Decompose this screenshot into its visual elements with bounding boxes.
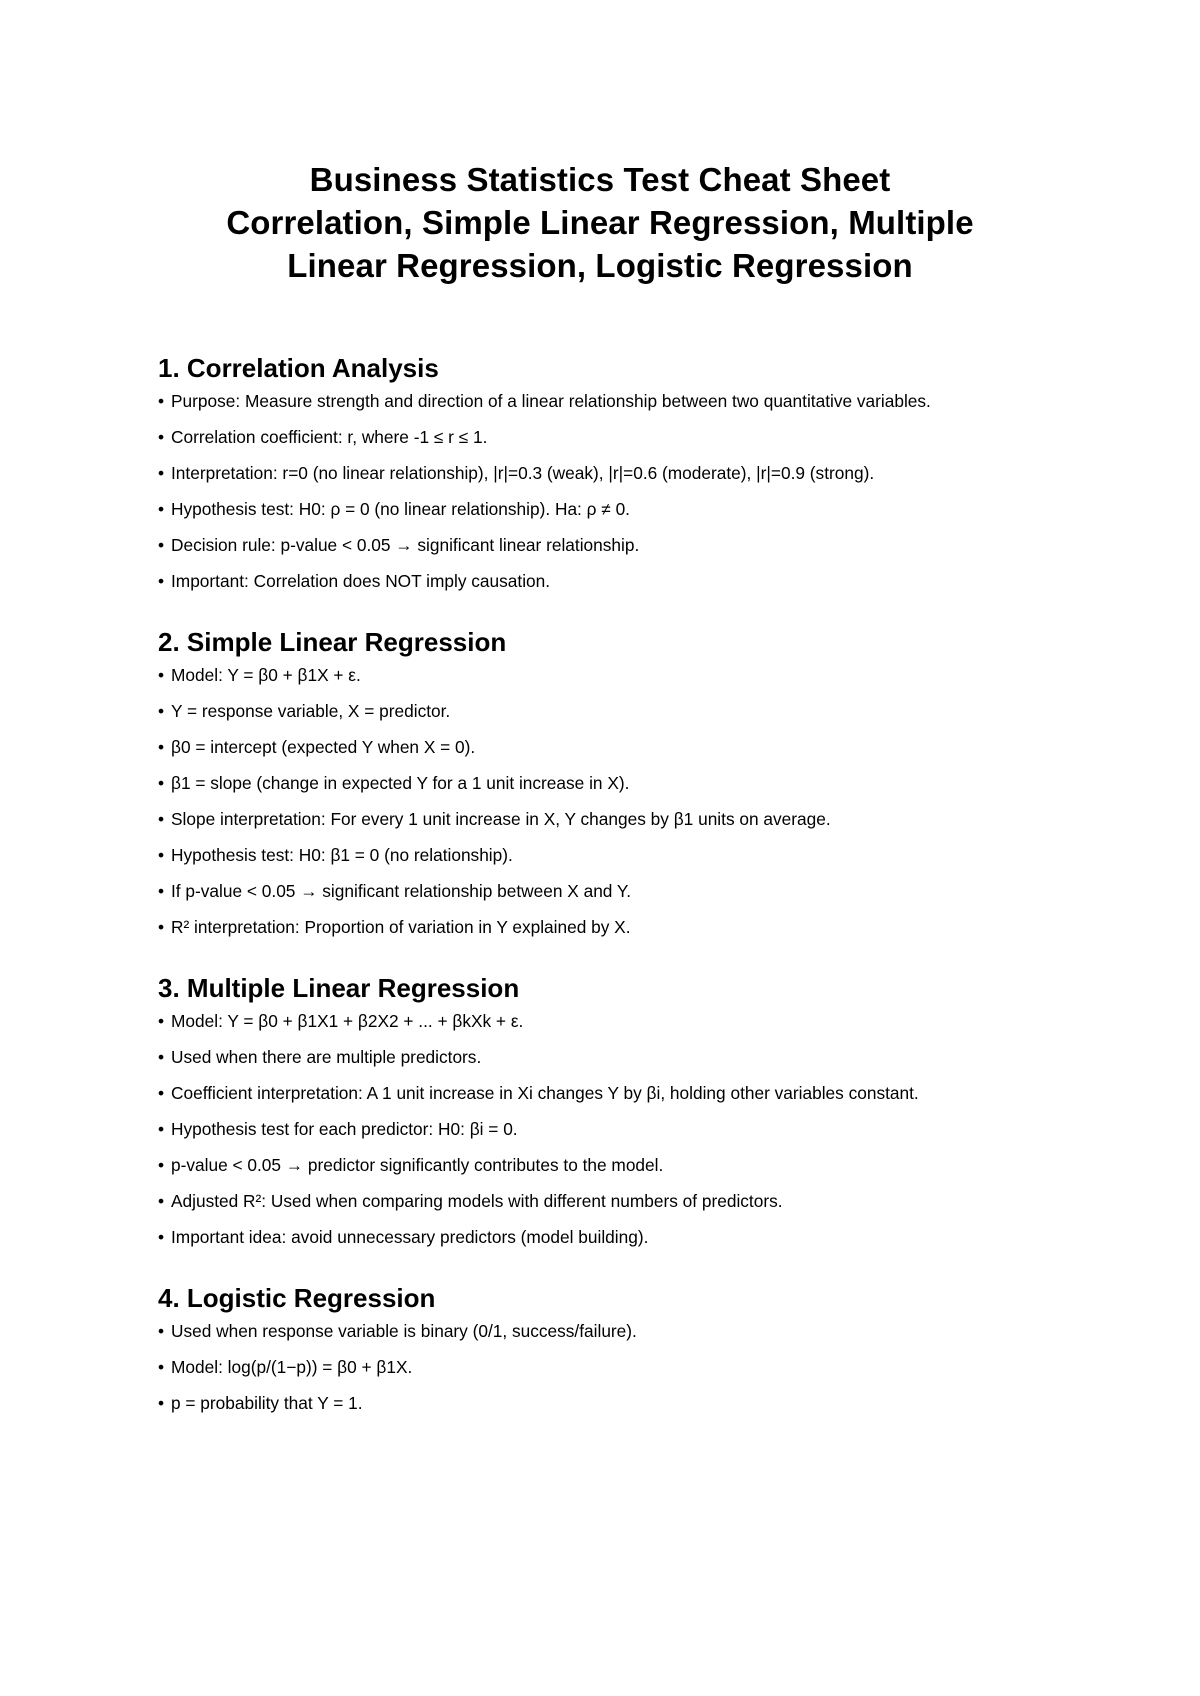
list-item-text: Model: Y = β0 + β1X + ε. <box>171 665 361 685</box>
section-simple-linear-regression <box>158 626 1068 938</box>
bullet-icon: • <box>158 773 165 793</box>
list-item-text: Adjusted R²: Used when comparing models with different numbers of predictors. <box>171 1191 783 1211</box>
bullet-icon: • <box>158 917 165 937</box>
list-item-text: Interpretation: r=0 (no linear relationship), |r|=0.3 (weak), |r|=0.6 (moderate), |r|=0.9 (strong). <box>171 463 875 483</box>
title-line-2: Correlation, Simple Linear Regression, Multiple <box>226 204 974 241</box>
list-item <box>158 1190 1068 1212</box>
list-item-text: β0 = intercept (expected Y when X = 0). <box>171 737 476 757</box>
list-item <box>158 462 1068 484</box>
list-item-text: Y = response variable, X = predictor. <box>171 701 451 721</box>
list-item-text: Used when response variable is binary (0/1, success/failure). <box>171 1321 637 1341</box>
bullet-icon: • <box>158 1047 165 1067</box>
list-item <box>158 534 1068 556</box>
section-heading: 1. Correlation Analysis <box>158 353 439 383</box>
section-logistic-regression <box>158 1282 1068 1414</box>
list-item-text: Slope interpretation: For every 1 unit increase in X, Y changes by β1 units on average. <box>171 809 831 829</box>
list-item <box>158 1118 1068 1140</box>
list-item <box>158 1154 1068 1176</box>
list-item <box>158 844 1068 866</box>
list-item-text: Purpose: Measure strength and direction of a linear relationship between two quantitative variables. <box>171 391 931 411</box>
bullet-icon: • <box>158 1083 165 1103</box>
list-item <box>158 736 1068 758</box>
bullet-icon: • <box>158 665 165 685</box>
bullet-list <box>158 664 1068 938</box>
bullet-icon: • <box>158 1393 165 1413</box>
section-heading: 4. Logistic Regression <box>158 1283 436 1313</box>
list-item <box>158 1010 1068 1032</box>
list-item-text: Model: log(p/(1−p)) = β0 + β1X. <box>171 1357 413 1377</box>
list-item <box>158 808 1068 830</box>
list-item-text: Correlation coefficient: r, where -1 ≤ r ≤ 1. <box>171 427 488 447</box>
section-correlation-analysis <box>158 352 1068 592</box>
list-item-text: Important idea: avoid unnecessary predictors (model building). <box>171 1227 649 1247</box>
bullet-icon: • <box>158 571 165 591</box>
bullet-icon: • <box>158 1227 165 1247</box>
section-multiple-linear-regression <box>158 972 1068 1248</box>
list-item-text: Hypothesis test: H0: ρ = 0 (no linear relationship). Ha: ρ ≠ 0. <box>171 499 630 519</box>
title-line-1: Business Statistics Test Cheat Sheet <box>309 161 891 198</box>
list-item-text: Hypothesis test for each predictor: H0: βi = 0. <box>171 1119 518 1139</box>
list-item <box>158 916 1068 938</box>
list-item <box>158 1046 1068 1068</box>
bullet-icon: • <box>158 1119 165 1139</box>
list-item <box>158 390 1068 412</box>
bullet-icon: • <box>158 427 165 447</box>
list-item-text: If p-value < 0.05 → significant relationship between X and Y. <box>171 881 632 901</box>
list-item <box>158 426 1068 448</box>
bullet-icon: • <box>158 1191 165 1211</box>
bullet-icon: • <box>158 845 165 865</box>
bullet-icon: • <box>158 701 165 721</box>
bullet-icon: • <box>158 499 165 519</box>
document-body <box>158 352 1068 1414</box>
bullet-icon: • <box>158 1011 165 1031</box>
list-item <box>158 1082 1068 1104</box>
list-item-text: Used when there are multiple predictors. <box>171 1047 482 1067</box>
title-line-3: Linear Regression, Logistic Regression <box>287 247 913 284</box>
section-heading: 3. Multiple Linear Regression <box>158 973 520 1003</box>
document-title <box>150 158 1050 287</box>
list-item <box>158 772 1068 794</box>
list-item-text: β1 = slope (change in expected Y for a 1 unit increase in X). <box>171 773 630 793</box>
list-item-text: p-value < 0.05 → predictor significantly contributes to the model. <box>171 1155 664 1175</box>
bullet-icon: • <box>158 737 165 757</box>
list-item-text: Decision rule: p-value < 0.05 → significant linear relationship. <box>171 535 640 555</box>
list-item-text: Model: Y = β0 + β1X1 + β2X2 + ... + βkXk + ε. <box>171 1011 524 1031</box>
list-item-text: p = probability that Y = 1. <box>171 1393 363 1413</box>
list-item <box>158 1320 1068 1342</box>
bullet-list <box>158 1010 1068 1248</box>
section-heading: 2. Simple Linear Regression <box>158 627 507 657</box>
bullet-icon: • <box>158 391 165 411</box>
list-item-text: R² interpretation: Proportion of variation in Y explained by X. <box>171 917 631 937</box>
list-item <box>158 1356 1068 1378</box>
list-item <box>158 880 1068 902</box>
bullet-list <box>158 390 1068 592</box>
bullet-icon: • <box>158 1321 165 1341</box>
list-item <box>158 700 1068 722</box>
bullet-icon: • <box>158 1357 165 1377</box>
list-item-text: Hypothesis test: H0: β1 = 0 (no relationship). <box>171 845 513 865</box>
bullet-icon: • <box>158 881 165 901</box>
list-item-text: Coefficient interpretation: A 1 unit increase in Xi changes Y by βi, holding other variables constant. <box>171 1083 919 1103</box>
bullet-icon: • <box>158 809 165 829</box>
list-item <box>158 1226 1068 1248</box>
bullet-icon: • <box>158 1155 165 1175</box>
bullet-list <box>158 1320 1068 1414</box>
list-item <box>158 1392 1068 1414</box>
bullet-icon: • <box>158 535 165 555</box>
bullet-icon: • <box>158 463 165 483</box>
list-item-text: Important: Correlation does NOT imply causation. <box>171 571 551 591</box>
list-item <box>158 570 1068 592</box>
list-item <box>158 498 1068 520</box>
list-item <box>158 664 1068 686</box>
